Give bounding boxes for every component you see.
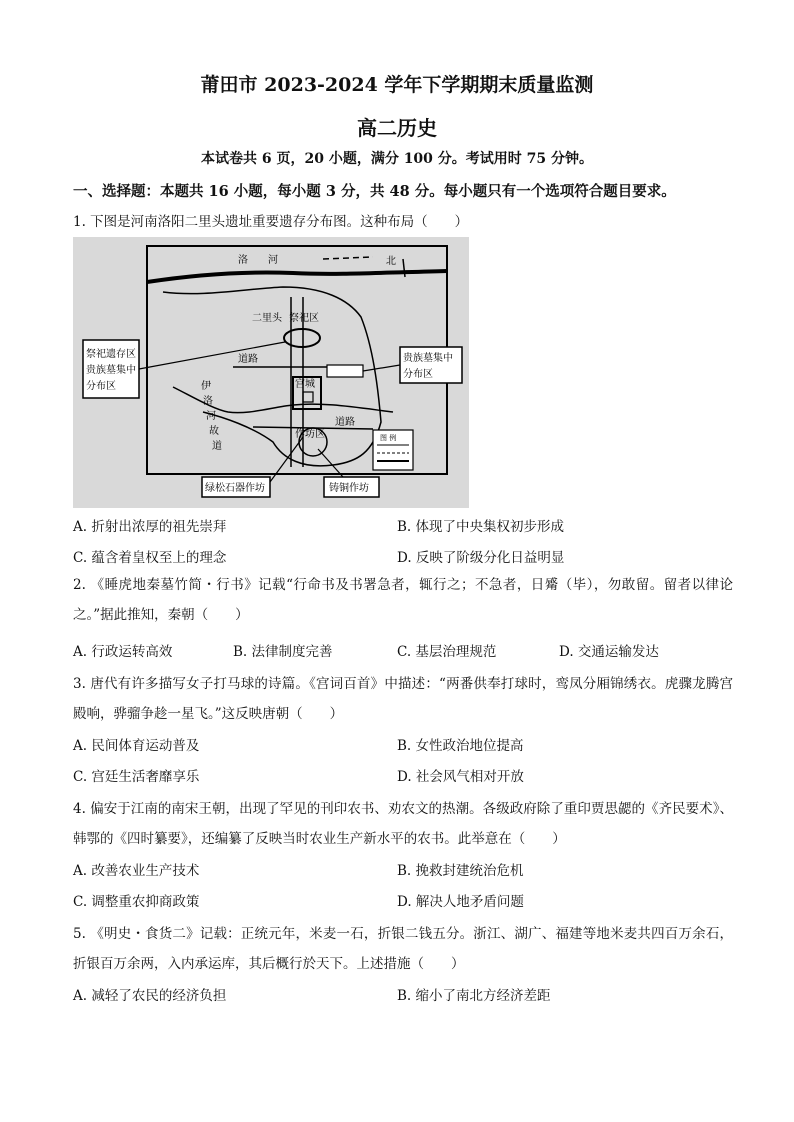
question-2-option-b[interactable]: B. 法律制度完善 xyxy=(233,644,333,660)
exam-info: 本试卷共 6 页，20 小题，满分 100 分。考试用时 75 分钟。 xyxy=(200,151,594,167)
map-label-palace: 宫城 xyxy=(295,379,315,390)
question-3-option-c[interactable]: C. 宫廷生活奢靡享乐 xyxy=(73,769,200,785)
map-label-sacrifice-area: 祭祀区 xyxy=(289,313,319,324)
question-3-option-d[interactable]: D. 社会风气相对开放 xyxy=(397,769,524,785)
map-legend-title: 图 例 xyxy=(380,434,397,442)
question-4-option-b[interactable]: B. 挽救封建统治危机 xyxy=(397,863,524,879)
question-4-option-c[interactable]: C. 调整重农抑商政策 xyxy=(73,894,200,910)
map-label-erlitou: 二里头 xyxy=(252,313,282,324)
question-5-stem: 5. 《明史・食货二》记载：正统元年，米麦一石，折银二钱五分。浙江、湖广、福建等地米麦共四百万余石，折银百万余两，入内承运库，其后概行於天下。上述措施（ ） xyxy=(73,926,733,972)
map-label-road-1: 道路 xyxy=(238,354,258,365)
section-heading: 一、选择题：本题共 16 小题，每小题 3 分，共 48 分。每小题只有一个选项符合题目要求。 xyxy=(73,183,676,200)
question-3-option-a[interactable]: A. 民间体育运动普及 xyxy=(73,738,200,754)
question-4-option-a[interactable]: A. 改善农业生产技术 xyxy=(73,863,200,879)
map-label-road-2: 道路 xyxy=(335,417,355,428)
map-left-box-line2: 贵族墓集中 xyxy=(86,365,136,376)
question-1-option-a[interactable]: A. 折射出浓厚的祖先崇拜 xyxy=(73,519,227,535)
question-2-stem: 2. 《睡虎地秦墓竹简・行书》记载“行命书及书署急者，辄行之；不急者，日觱（毕），勿敢留。留者以律论之。”据此推知，秦朝（ ） xyxy=(73,577,733,623)
map-label-bronze-workshop: 铸铜作坊 xyxy=(329,483,369,494)
map-left-box-line1: 祭祀遗存区 xyxy=(86,349,136,360)
map-label-workshop-area: 作坊区 xyxy=(295,429,325,440)
question-1-option-d[interactable]: D. 反映了阶级分化日益明显 xyxy=(397,550,565,566)
map-left-box-line3: 分布区 xyxy=(86,381,116,392)
map-right-box-line1: 贵族墓集中 xyxy=(403,353,453,364)
map-old-river-char-4: 故 xyxy=(209,426,219,437)
question-2-option-d[interactable]: D. 交通运输发达 xyxy=(559,644,659,660)
question-4-stem: 4. 偏安于江南的南宋王朝，出现了罕见的刊印农书、劝农文的热潮。各级政府除了重印贾思勰的《齐民要术》、韩鄂的《四时纂要》，还编纂了反映当时农业生产新水平的农书。此举意在（ ） xyxy=(73,801,733,847)
question-1-stem: 1. 下图是河南洛阳二里头遗址重要遗存分布图。这种布局（ ） xyxy=(73,214,469,230)
question-2-option-a[interactable]: A. 行政运转高效 xyxy=(73,644,173,660)
question-4-option-d[interactable]: D. 解决人地矛盾问题 xyxy=(397,894,524,910)
map-label-luo-river: 洛 河 xyxy=(238,255,278,266)
map-old-river-char-1: 伊 xyxy=(201,381,211,392)
question-3-stem: 3. 唐代有许多描写女子打马球的诗篇。《宫词百首》中描述：“两番供奉打球时，鸾凤分厢锦绣衣。虎骤龙腾宫殿响，骅骝争趁一星飞。”这反映唐朝（ ） xyxy=(73,676,733,722)
question-1-option-b[interactable]: B. 体现了中央集权初步形成 xyxy=(397,519,565,535)
map-label-north: 北 xyxy=(386,256,396,267)
map-right-box-line2: 分布区 xyxy=(403,369,433,380)
question-2-option-c[interactable]: C. 基层治理规范 xyxy=(397,644,497,660)
erlitou-site-map xyxy=(73,237,469,508)
map-label-turquoise-workshop: 绿松石器作坊 xyxy=(205,483,265,494)
question-5-option-b[interactable]: B. 缩小了南北方经济差距 xyxy=(397,988,551,1004)
question-1-option-c[interactable]: C. 蕴含着皇权至上的理念 xyxy=(73,550,227,566)
map-old-river-char-5: 道 xyxy=(212,441,222,452)
exam-title: 莆田市 2023-2024 学年下学期期末质量监测 xyxy=(200,74,594,96)
question-3-option-b[interactable]: B. 女性政治地位提高 xyxy=(397,738,524,754)
map-old-river-char-3: 河 xyxy=(206,411,216,422)
map-old-river-char-2: 洛 xyxy=(203,396,213,407)
question-5-option-a[interactable]: A. 减轻了农民的经济负担 xyxy=(73,988,227,1004)
subject-title: 高二历史 xyxy=(357,116,437,140)
